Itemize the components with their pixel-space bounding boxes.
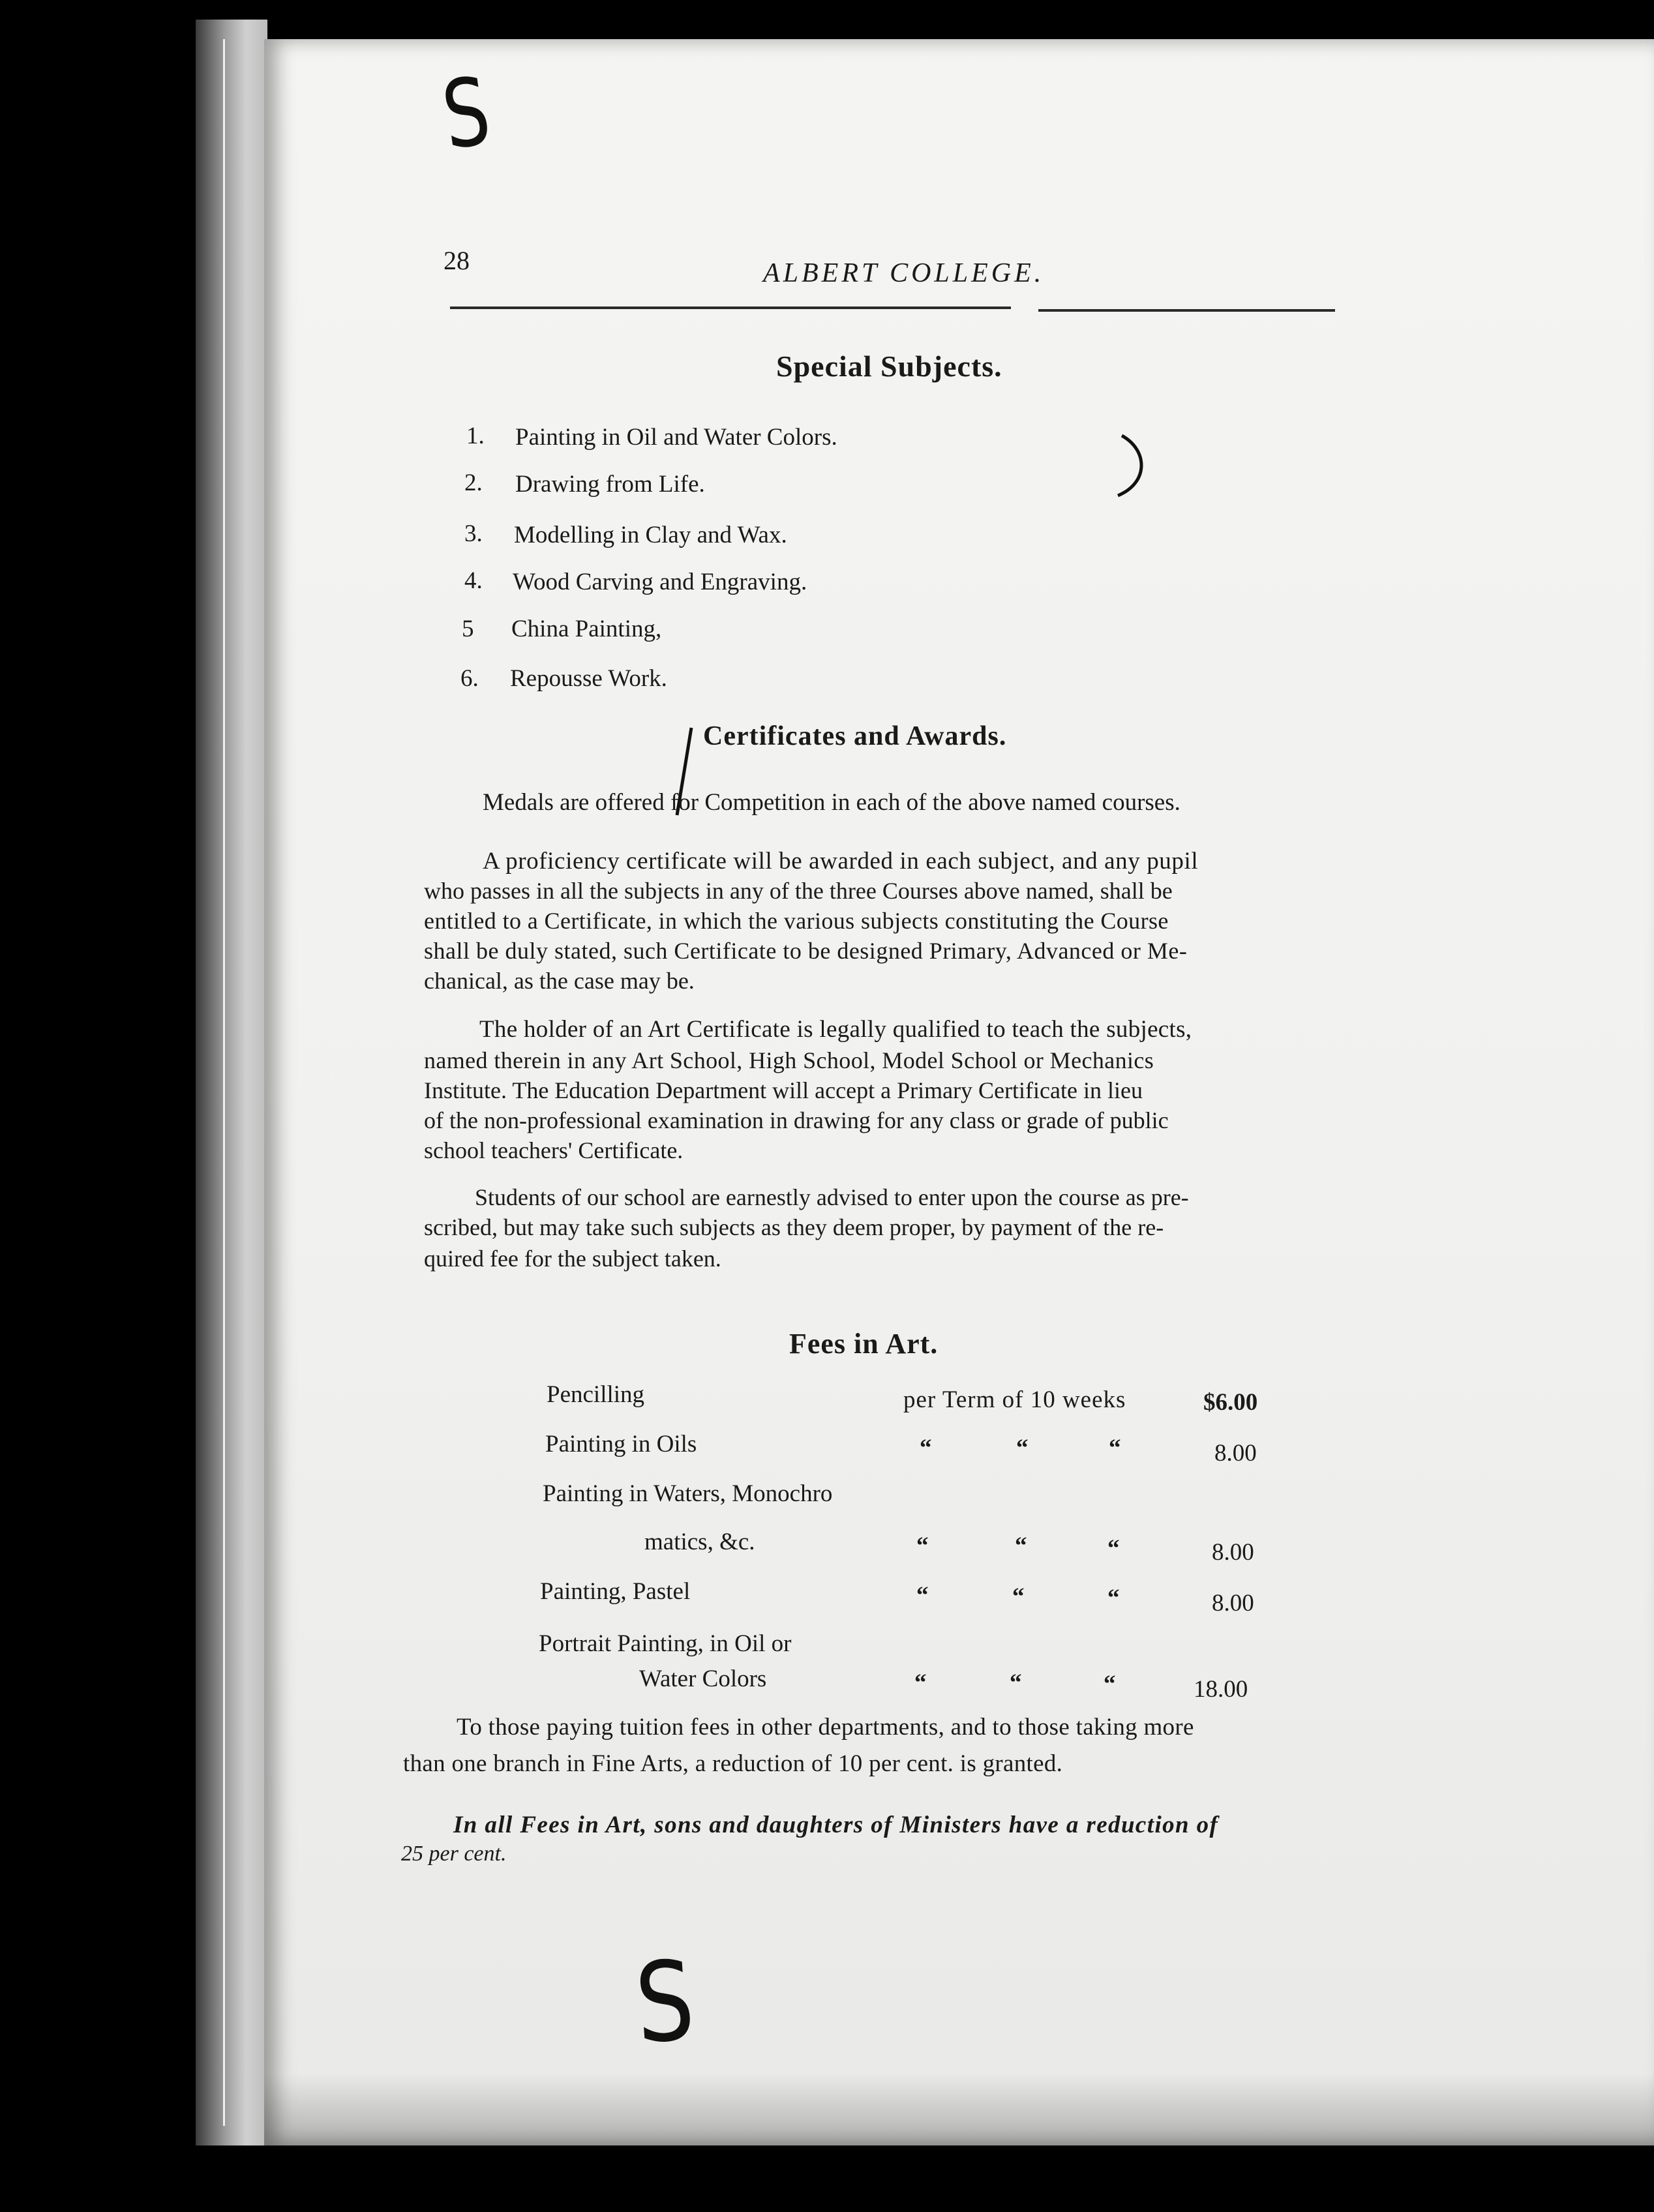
page-number: 28 [444, 246, 470, 275]
fee-amount: $6.00 [1203, 1389, 1258, 1416]
header-rule-left [450, 306, 1011, 309]
text-line: chanical, as the case may be. [424, 968, 695, 994]
page-stack-edge [196, 20, 267, 2145]
ditto-mark: “ [1016, 1435, 1029, 1461]
ditto-mark: “ [1012, 1583, 1025, 1610]
ditto-mark: “ [1107, 1585, 1120, 1611]
medals-line: Medals are offered for Competition in each of the above named courses. [483, 789, 1180, 816]
text-line: shall be duly stated, such Certificate to be designed Primary, Advanced or Me- [424, 938, 1188, 964]
text-line: quired fee for the subject taken. [424, 1246, 721, 1272]
section-heading-special-subjects: Special Subjects. [776, 350, 1002, 383]
header-rule-right [1038, 309, 1335, 312]
fee-amount: 18.00 [1194, 1676, 1248, 1703]
list-item: Modelling in Clay and Wax. [514, 522, 787, 548]
ditto-mark: “ [1010, 1669, 1022, 1696]
fee-amount: 8.00 [1214, 1440, 1257, 1467]
ditto-mark: “ [920, 1435, 932, 1461]
pencil-bracket-mark [1109, 430, 1154, 502]
ditto-mark: “ [916, 1582, 929, 1609]
text-line: scribed, but may take such subjects as they deem proper, by payment of the re- [424, 1214, 1164, 1240]
text-line: Students of our school are earnestly advised to enter upon the course as pre- [475, 1184, 1189, 1210]
list-item-number: 3. [464, 520, 483, 547]
ditto-mark: “ [914, 1669, 927, 1696]
text-line: named therein in any Art School, High School, Model School or Mechanics [424, 1047, 1154, 1073]
fee-subject: Pencilling [547, 1381, 645, 1408]
text-line: who passes in all the subjects in any of the three Courses above named, shall be [424, 878, 1173, 904]
page-edge-line [223, 39, 225, 2126]
section-heading-fees: Fees in Art. [789, 1328, 939, 1360]
ditto-mark: “ [1015, 1532, 1027, 1559]
text-line: school teachers' Certificate. [424, 1137, 684, 1163]
list-item: China Painting, [511, 616, 662, 642]
list-item-number: 6. [460, 665, 479, 692]
text-line: 25 per cent. [401, 1842, 507, 1866]
ditto-mark: “ [1109, 1435, 1121, 1461]
text-line: entitled to a Certificate, in which the various subjects constituting the Course [424, 908, 1169, 934]
fee-term: per Term of 10 weeks [903, 1386, 1126, 1413]
list-item-number: 4. [464, 567, 483, 594]
text-line: The holder of an Art Certificate is legally qualified to teach the subjects, [479, 1016, 1192, 1043]
section-heading-certificates: Certificates and Awards. [703, 721, 1007, 751]
ditto-mark: “ [1104, 1671, 1116, 1697]
ditto-mark: “ [916, 1532, 929, 1559]
fee-amount: 8.00 [1212, 1590, 1254, 1617]
list-item-number: 5 [462, 616, 474, 642]
page-shadow [264, 2074, 1654, 2145]
fee-subject: Painting in Oils [545, 1431, 697, 1457]
list-item-number: 2. [464, 470, 483, 496]
list-item: Drawing from Life. [515, 471, 705, 498]
text-line: of the non-professional examination in drawing for any class or grade of public [424, 1107, 1169, 1133]
fee-amount: 8.00 [1212, 1539, 1254, 1566]
list-item: Repousse Work. [510, 665, 667, 692]
text-line: A proficiency certificate will be awarded in each subject, and any pupil [483, 848, 1199, 874]
handwritten-mark-top: S [436, 56, 497, 171]
running-title: ALBERT COLLEGE. [763, 258, 1045, 288]
fee-subject: Painting in Waters, Monochro [543, 1480, 833, 1507]
text-line: Institute. The Education Department will accept a Primary Certificate in lieu [424, 1077, 1143, 1103]
text-line: than one branch in Fine Arts, a reduction of 10 per cent. is granted. [403, 1750, 1063, 1777]
fee-subject-continued: matics, &c. [644, 1529, 755, 1555]
text-line: In all Fees in Art, sons and daughters of Ministers have a reduction of [453, 1812, 1219, 1838]
fee-subject: Painting, Pastel [540, 1578, 691, 1605]
handwritten-mark-bottom: S [631, 1937, 699, 2069]
list-item: Painting in Oil and Water Colors. [515, 424, 837, 451]
fee-subject: Portrait Painting, in Oil or [539, 1630, 792, 1657]
fee-subject-continued: Water Colors [639, 1666, 767, 1692]
text-line: To those paying tuition fees in other departments, and to those taking more [457, 1714, 1194, 1741]
list-item-number: 1. [466, 423, 485, 449]
list-item: Wood Carving and Engraving. [513, 569, 807, 595]
ditto-mark: “ [1107, 1535, 1120, 1562]
